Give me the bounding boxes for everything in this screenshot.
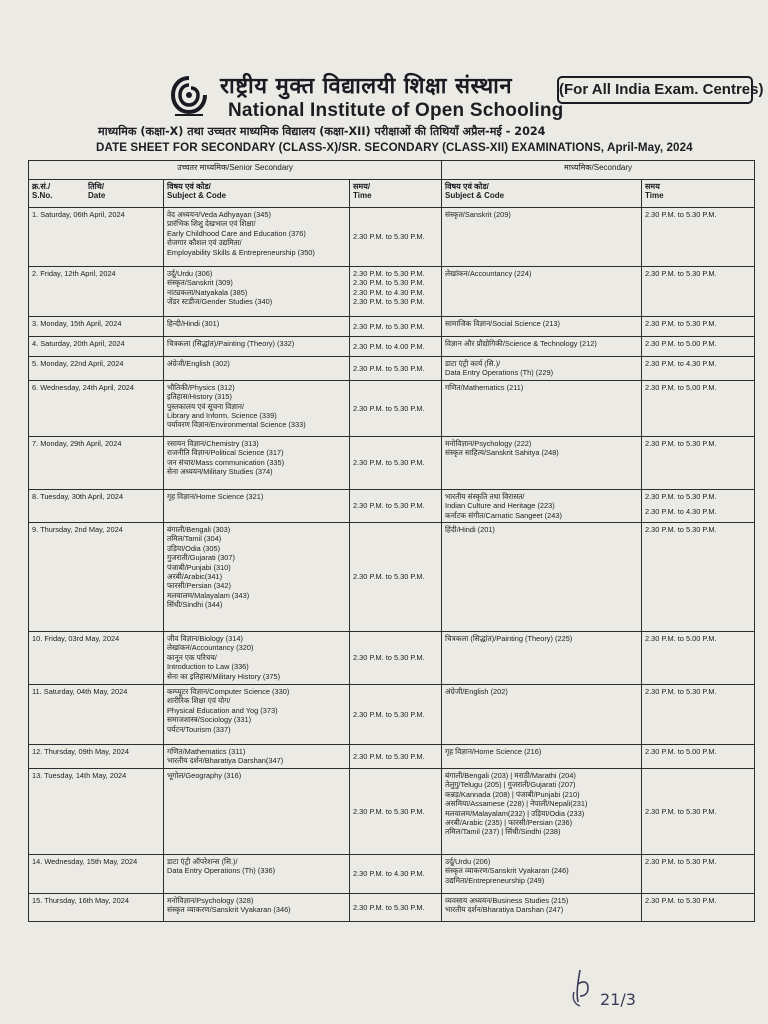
exam-date: 12. Thursday, 09th May, 2024 [29,745,164,769]
sr-subject [164,208,350,267]
sr-subject [164,523,350,632]
sec-time [642,894,755,922]
sec-subject-line: हिंदी/Hindi (201) [445,525,495,535]
table-row [29,632,755,685]
sec-subject-line: Indian Culture and Heritage (223) [445,501,555,511]
sec-subject [442,436,642,489]
sec-subject [442,208,642,267]
sr-time-line: 2.30 P.M. to 5.30 P.M. [353,297,425,307]
sec-time-line: 2.30 P.M. to 5.30 P.M. [645,687,717,697]
sr-subject-line: Physical Education and Yog (373) [167,705,278,715]
sr-subject-line: संस्कृत/Sanskrit (309) [167,278,233,288]
sec-time-line: 2.30 P.M. to 5.30 P.M. [645,525,717,535]
table-row [29,436,755,489]
exam-date: 13. Tuesday, 14th May, 2024 [29,769,164,855]
exam-date: 14. Wednesday, 15th May, 2024 [29,855,164,894]
sec-time-line: 2.30 P.M. to 5.30 P.M. [645,438,717,448]
sr-time-line: 2.30 P.M. to 4.30 P.M. [353,287,425,297]
sec-subject [442,745,642,769]
sr-time-line: 2.30 P.M. to 5.30 P.M. [353,403,425,413]
sec-time-line: 2.30 P.M. to 4.30 P.M. [645,359,717,368]
sec-subject-line: चित्रकला (सिद्धांत)/Painting (Theory) (225) [445,634,573,644]
sec-subject-line: बंगाली/Bengali (203) | मराठी/Marathi (204) [445,771,576,781]
sec-time-line: 2.30 P.M. to 5.00 P.M. [645,634,717,644]
sr-time-line: 2.30 P.M. to 4.00 P.M. [353,341,425,351]
nios-logo-icon [170,76,208,118]
sec-subject-line: डाटा एंट्री कार्य (सि.)/ [445,359,501,368]
sec-time [642,632,755,685]
sr-subject-line: भूगोल/Geography (316) [167,771,242,781]
sec-time-line: 2.30 P.M. to 5.30 P.M. [645,210,717,219]
sr-subject-line: मनोविज्ञान/Psychology (328) [167,896,254,906]
sr-time [350,267,442,317]
sec-time-line: 2.30 P.M. to 4.30 P.M. [645,507,717,517]
sr-subject [164,436,350,489]
col-date-hi: तिथि/ [88,182,105,191]
sr-time [350,523,442,632]
exam-date: 3. Monday, 15th April, 2024 [29,317,164,337]
sr-subject [164,267,350,317]
sr-time-line: 2.30 P.M. to 5.30 P.M. [353,902,425,912]
sec-time [642,357,755,381]
sec-subject-line: भारतीय संस्कृति तथा विरासत/ [445,491,525,501]
sec-time-line: 2.30 P.M. to 5.30 P.M. [645,896,717,906]
col-sr-subject-hi: विषय एवं कोड/ [167,182,211,191]
sec-subject-line: भारतीय दर्शन/Bharatiya Darshan (247) [445,905,564,915]
sec-subject [442,380,642,436]
sr-subject [164,317,350,337]
exam-date: 1. Saturday, 06th April, 2024 [29,208,164,267]
sec-subject-line: सामाजिक विज्ञान/Social Science (213) [445,319,561,328]
sr-subject-line: वेद अध्ययन/Veda Adhyayan (345) [167,210,271,219]
sec-time [642,208,755,267]
sr-subject-line: कम्प्यूटर विज्ञान/Computer Science (330) [167,687,290,697]
sr-time [350,489,442,522]
sr-subject-line: पुस्तकालय एवं सूचना विज्ञान/ [167,401,245,411]
col-sec-time-hi: समय [645,182,660,191]
table-row [29,489,755,522]
sr-time-line: 2.30 P.M. to 5.30 P.M. [353,806,425,816]
sr-time-line: 2.30 P.M. to 5.30 P.M. [353,572,425,582]
sr-subject [164,632,350,685]
sec-subject-line: कन्नड़/Kannada (208) | पंजाबी/Punjabi (210) [445,789,580,799]
sec-time [642,745,755,769]
sr-time [350,357,442,381]
group-header-row [29,161,755,180]
exam-date: 9. Thursday, 2nd May, 2024 [29,523,164,632]
sec-subject-line: संस्कृत/Sanskrit (209) [445,210,511,219]
sec-subject-line: तमिल/Tamil (237) | सिंधी/Sindhi (238) [445,827,561,837]
sec-subject [442,769,642,855]
sec-subject-line: अंग्रेजी/English (202) [445,687,508,697]
table-row [29,855,755,894]
sec-time-line: 2.30 P.M. to 5.30 P.M. [645,319,717,328]
sec-subject [442,894,642,922]
sr-time-line: 2.30 P.M. to 5.30 P.M. [353,709,425,719]
sec-subject [442,317,642,337]
col-sr-time [350,180,442,208]
sr-time [350,769,442,855]
sec-subject [442,855,642,894]
sec-time [642,489,755,522]
sr-subject-line: सिंधी/Sindhi (344) [167,600,223,610]
sr-subject-line: पर्यटन/Tourism (337) [167,724,231,734]
sec-time-line: 2.30 P.M. to 5.00 P.M. [645,747,717,757]
sr-subject-line: अरबी/Arabic(341) [167,572,223,582]
sr-time [350,855,442,894]
table-row [29,685,755,745]
sec-subject [442,523,642,632]
sr-time [350,436,442,489]
signature-date-mark: 21/3 [600,990,636,1009]
table-row [29,523,755,632]
institute-name-english: National Institute of Open Schooling [228,100,564,121]
sec-subject [442,357,642,381]
col-sno-date [29,180,164,208]
sec-subject-line: गणित/Mathematics (211) [445,382,524,392]
sec-time [642,337,755,357]
col-date-en: Date [88,191,106,201]
sr-subject-line: भारतीय दर्शन/Bharatiya Darshan(347) [167,756,284,766]
sr-subject-line: सेना का इतिहास/Military History (375) [167,671,281,681]
sr-time-line: 2.30 P.M. to 5.30 P.M. [353,232,425,242]
sec-subject-line: असमिया/Assamese (228) | नेपाली/Nepali(231) [445,799,588,809]
sr-subject [164,380,350,436]
date-sheet-body [29,208,755,922]
sec-subject-line: उद्यमिता/Entrepreneurship (249) [445,875,545,885]
sr-subject-line: गुजराती/Gujarati (307) [167,553,235,563]
sr-subject [164,855,350,894]
sr-subject-line: Introduction to Law (336) [167,662,249,672]
exam-centres-badge: (For All India Exam. Centres) [557,76,753,104]
sr-subject [164,769,350,855]
sr-time [350,894,442,922]
sr-subject-line: हिन्दी/Hindi (301) [167,319,220,328]
exam-date: 11. Saturday, 04th May, 2024 [29,685,164,745]
sec-time [642,380,755,436]
sec-subject-line: अरबी/Arabic (235) | फारसी/Persian (236) [445,818,573,828]
institute-name-hindi: राष्ट्रीय मुक्त विद्यालयी शिक्षा संस्थान [220,74,513,99]
sec-time-line: 2.30 P.M. to 5.30 P.M. [645,806,717,816]
sec-subject-line: उर्दू/Urdu (206) [445,857,491,867]
sec-subject-line: मनोविज्ञान/Psychology (222) [445,438,532,448]
sr-time-line: 2.30 P.M. to 5.30 P.M. [353,653,425,663]
sr-subject-line: Data Entry Operations (Th) (336) [167,866,276,876]
sr-time [350,208,442,267]
sr-subject-line: पर्यावरण विज्ञान/Environmental Science (333) [167,420,306,430]
sec-time [642,267,755,317]
exam-date: 4. Saturday, 20th April, 2024 [29,337,164,357]
sr-subject-line: मलयालम/Malayalam (343) [167,590,250,600]
table-row [29,745,755,769]
sec-subject [442,685,642,745]
sec-time-line: 2.30 P.M. to 5.00 P.M. [645,382,717,392]
sr-subject-line: राजनीति विज्ञान/Political Science (317) [167,448,284,458]
col-sec-subject [442,180,642,208]
sec-subject-line: मलयालम/Malayalam(232) | उड़िया/Odia (233) [445,808,585,818]
sr-subject-line: जीव विज्ञान/Biology (314) [167,634,243,644]
sr-subject-line: रोजगार कौशल एवं उद्यमिता/ [167,238,242,248]
sec-subject-line: तेलुगु/Telugu (205) | गुजराती/Gujarati (207) [445,780,576,790]
sr-time-line: 2.30 P.M. to 5.30 P.M. [353,278,425,288]
sec-time [642,523,755,632]
exam-date: 8. Tuesday, 30th April, 2024 [29,489,164,522]
col-sr-subject [164,180,350,208]
sr-time-line: 2.30 P.M. to 5.30 P.M. [353,501,425,511]
sr-time-line: 2.30 P.M. to 5.30 P.M. [353,751,425,761]
sr-time-line: 2.30 P.M. to 5.30 P.M. [353,458,425,468]
exam-date: 10. Friday, 03rd May, 2024 [29,632,164,685]
sr-subject-line: प्रारंभिक शिशु देखभाल एवं शिक्षा/ [167,219,256,229]
sr-subject [164,894,350,922]
sr-time [350,632,442,685]
group-secondary: माध्यमिक/Secondary [442,161,755,180]
sec-time [642,436,755,489]
sec-time-line: 2.30 P.M. to 5.00 P.M. [645,339,717,348]
table-row [29,769,755,855]
exam-date: 15. Thursday, 16th May, 2024 [29,894,164,922]
sr-subject-line: भौतिकी/Physics (312) [167,382,235,392]
sr-subject-line: डाटा एंट्री ऑपरेशन्स (सि.)/ [167,857,238,867]
table-row [29,337,755,357]
sr-subject-line: जन संचार/Mass communication (335) [167,457,285,467]
col-sno-en: S.No. [32,191,53,201]
col-sr-time-en: Time [353,191,372,201]
sr-time [350,745,442,769]
sec-time [642,769,755,855]
sr-time [350,337,442,357]
sr-time [350,685,442,745]
sr-time [350,317,442,337]
table-row [29,208,755,267]
sr-subject-line: कानून एक परिचय/ [167,652,217,662]
sec-subject-line: लेखांकन/Accountancy (224) [445,269,532,278]
sec-subject-line: विज्ञान और प्रौद्योगिकी/Science & Technology (212) [445,339,597,348]
sr-subject-line: समाजशास्त्र/Sociology (331) [167,715,252,725]
sr-subject [164,357,350,381]
sec-subject [442,632,642,685]
sr-subject-line: पंजाबी/Punjabi (310) [167,562,231,572]
sec-subject [442,489,642,522]
sr-time-line: 2.30 P.M. to 5.30 P.M. [353,321,425,331]
subtitle-english: DATE SHEET FOR SECONDARY (CLASS-X)/SR. SECONDARY (CLASS-XII) EXAMINATIONS, April-May, 2024 [96,141,693,154]
sr-subject-line: Library and Inform. Science (339) [167,411,277,421]
sr-subject-line: गृह विज्ञान/Home Science (321) [167,491,264,501]
sr-subject-line: शारीरिक शिक्षा एवं योग/ [167,696,231,706]
sec-time [642,855,755,894]
sec-subject-line: संस्कृत साहित्य/Sanskrit Sahitya (248) [445,448,559,458]
col-sec-subject-en: Subject & Code [445,191,505,201]
exam-date: 5. Monday, 22nd April, 2024 [29,357,164,381]
sec-subject-line: गृह विज्ञान/Home Science (216) [445,747,542,757]
sr-subject-line: लेखांकन/Accountancy (320) [167,643,254,653]
sec-subject-line: कर्नाटक संगीत/Carnatic Sangeet (243) [445,510,562,520]
col-sno-hi: क्र.सं./ [32,182,51,191]
sr-subject-line: Early Childhood Care and Education (376) [167,228,306,238]
sec-subject [442,337,642,357]
sr-subject-line: बंगाली/Bengali (303) [167,525,231,535]
sr-subject-line: अंग्रेजी/English (302) [167,359,230,368]
sec-subject [442,267,642,317]
sr-subject-line: उड़िया/Odia (305) [167,543,221,553]
sr-subject [164,489,350,522]
col-sec-time-en: Time [645,191,664,201]
sr-time-line: 2.30 P.M. to 5.30 P.M. [353,269,425,278]
table-row [29,380,755,436]
sec-time-line: 2.30 P.M. to 5.30 P.M. [645,269,717,278]
sr-subject-line: जेंडर स्टडीज/Gender Studies (340) [167,297,273,307]
sec-subject-line: संस्कृत व्याकरण/Sanskrit Vyakaran (246) [445,866,569,876]
sec-time-line: 2.30 P.M. to 5.30 P.M. [645,491,717,501]
exam-date: 2. Friday, 12th April, 2024 [29,267,164,317]
sr-time-line: 2.30 P.M. to 5.30 P.M. [353,363,425,373]
sec-time [642,685,755,745]
col-sr-subject-en: Subject & Code [167,191,227,201]
sr-subject-line: तमिल/Tamil (304) [167,534,222,544]
exam-date: 7. Monday, 29th April, 2024 [29,436,164,489]
subtitle-hindi: माध्यमिक (कक्षा-X) तथा उच्चतर माध्यमिक विद्यालय (कक्षा-XII) परीक्षाओं की तिथियाँ अप्रैल-मई - 2024 [98,125,546,138]
col-sec-subject-hi: विषय एवं कोड/ [445,182,489,191]
col-sec-time [642,180,755,208]
sec-time-line: 2.30 P.M. to 5.30 P.M. [645,857,717,867]
table-row [29,894,755,922]
exam-date: 6. Wednesday, 24th April, 2024 [29,380,164,436]
group-senior-secondary: उच्चतर माध्यमिक/Senior Secondary [29,161,442,180]
sr-time [350,380,442,436]
column-header-row [29,180,755,208]
col-sr-time-hi: समय/ [353,182,371,191]
sr-subject-line: सेना अध्ययन/Military Studies (374) [167,467,273,477]
sr-subject-line: Employability Skills & Entrepreneurship (350) [167,247,315,257]
sr-subject-line: उर्दू/Urdu (306) [167,269,213,278]
table-row [29,267,755,317]
sr-subject-line: चित्रकला (सिद्धांत)/Painting (Theory) (332) [167,339,295,348]
table-row [29,357,755,381]
sr-subject-line: रसायन विज्ञान/Chemistry (313) [167,438,259,448]
sr-time-line: 2.30 P.M. to 4.30 P.M. [353,869,425,879]
sr-subject [164,337,350,357]
sec-subject-line: व्यवसाय अध्ययन/Business Studies (215) [445,896,569,906]
sr-subject [164,745,350,769]
sr-subject-line: फारसी/Persian (342) [167,581,231,591]
sec-time [642,317,755,337]
sr-subject-line: गणित/Mathematics (311) [167,747,246,757]
document-header [0,0,768,158]
date-sheet-table [28,160,755,922]
sr-subject [164,685,350,745]
sec-subject-line: Data Entry Operations (Th) (229) [445,368,554,378]
sr-subject-line: नाट्यकला/Natyakala (385) [167,287,248,297]
sr-subject-line: संस्कृत व्याकरण/Sanskrit Vyakaran (346) [167,905,291,915]
table-row [29,317,755,337]
sr-subject-line: इतिहास/History (315) [167,392,232,402]
